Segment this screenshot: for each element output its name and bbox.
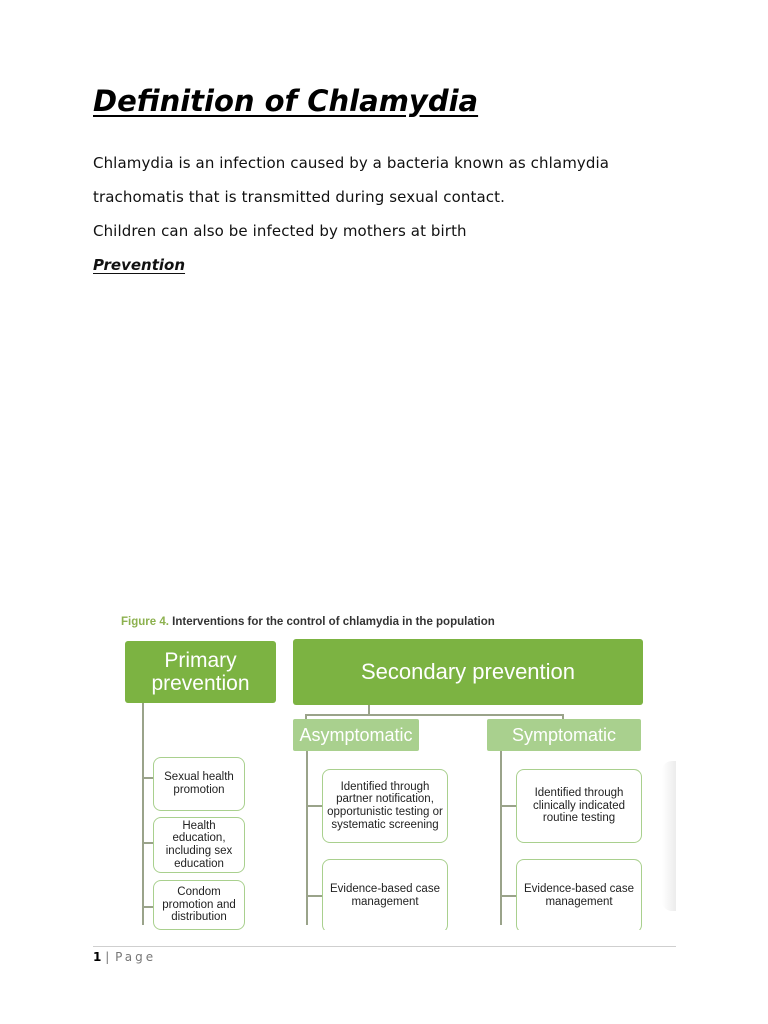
asymptomatic-branch-2: [306, 895, 323, 897]
symptomatic-item-management: Evidence-based case management: [516, 859, 642, 930]
page-label: Page: [115, 950, 157, 964]
asymptomatic-connector: [306, 751, 308, 925]
figure-caption: [121, 616, 495, 628]
asymptomatic-item-identified: Identified through partner notification, opportunistic testing or systematic screening: [322, 769, 448, 843]
page-footer: [93, 950, 156, 964]
asymptomatic-box: Asymptomatic: [293, 719, 419, 751]
footer-separator: |: [105, 950, 110, 964]
paragraph-line-3: Children can also be infected by mothers at birth: [93, 222, 467, 240]
primary-prevention-box: Primary prevention: [125, 641, 276, 703]
symptomatic-connector: [500, 751, 502, 925]
symptomatic-branch-2: [500, 895, 517, 897]
primary-item-health-education: Health education, including sex education: [153, 817, 245, 873]
prevention-figure: [93, 601, 676, 930]
figure-edge-shadow: [662, 761, 676, 911]
paragraph-line-1: Chlamydia is an infection caused by a bacteria known as chlamydia: [93, 154, 610, 172]
document-title: Definition of Chlamydia: [93, 84, 479, 118]
prevention-heading: Prevention: [93, 256, 186, 274]
figure-caption-text: Interventions for the control of chlamydia in the population: [172, 616, 495, 628]
footer-rule: [93, 946, 676, 947]
symptomatic-branch-1: [500, 805, 517, 807]
symptomatic-item-identified: Identified through clinically indicated routine testing: [516, 769, 642, 843]
secondary-split: [305, 714, 563, 716]
primary-connector: [142, 703, 144, 925]
secondary-prevention-box: Secondary prevention: [293, 639, 643, 705]
primary-item-sexual-health: Sexual health promotion: [153, 757, 245, 811]
figure-caption-number: Figure 4.: [121, 616, 169, 628]
asymptomatic-item-management: Evidence-based case management: [322, 859, 448, 930]
page-number: 1: [93, 950, 102, 964]
symptomatic-box: Symptomatic: [487, 719, 641, 751]
primary-item-condom: Condom promotion and distribution: [153, 880, 245, 930]
paragraph-line-2: trachomatis that is transmitted during sexual contact.: [93, 188, 505, 206]
asymptomatic-branch-1: [306, 805, 323, 807]
